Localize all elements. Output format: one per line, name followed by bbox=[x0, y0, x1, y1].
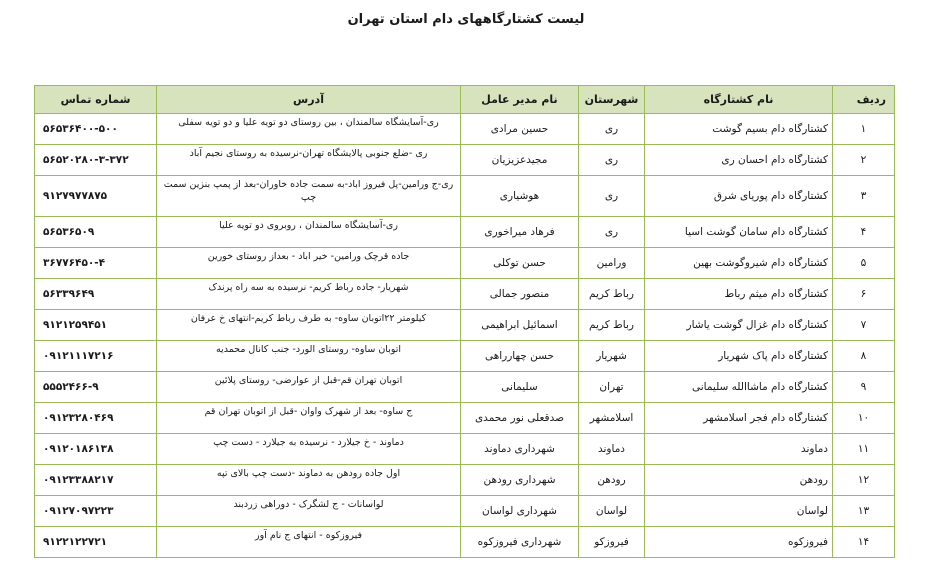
cell-phone: ۰۹۱۲۳۳۸۸۲۱۷ bbox=[35, 465, 157, 496]
cell-address: اتوبان تهران قم-قبل از عوارضی- روستای پلائین bbox=[157, 372, 461, 403]
header-row bbox=[35, 86, 895, 114]
header-index: ردیف bbox=[833, 86, 895, 114]
cell-city: فیروزکو bbox=[579, 527, 645, 558]
cell-address: دماوند - خ جیلارد - نرسیده به جیلارد - دست چپ bbox=[157, 434, 461, 465]
table-body bbox=[35, 114, 895, 558]
cell-address: ری -ضلع جنوبی پالایشگاه تهران-نرسیده به روستای نجیم آباد bbox=[157, 145, 461, 176]
cell-phone: ۵۶۳۳۹۶۴۹ bbox=[35, 279, 157, 310]
table-row bbox=[35, 372, 895, 403]
cell-address: جاده قرچک ورامین- خیر اباد - بعداز روستای خورین bbox=[157, 248, 461, 279]
cell-phone: ۰۹۱۲۰۱۸۶۱۳۸ bbox=[35, 434, 157, 465]
cell-phone: ۰۹۱۲۳۲۸۰۴۶۹ bbox=[35, 403, 157, 434]
cell-name: دماوند bbox=[645, 434, 833, 465]
cell-index: ۱ bbox=[833, 114, 895, 145]
header-city: شهرستان bbox=[579, 86, 645, 114]
cell-manager: شهرداری فیروزکوه bbox=[461, 527, 579, 558]
cell-phone: ۵۶۵۳۶۵۰۹ bbox=[35, 217, 157, 248]
cell-address: ری-آسایشگاه سالمندان ، بین روستای دو تویه علیا و دو تویه سفلی bbox=[157, 114, 461, 145]
cell-city: اسلامشهر bbox=[579, 403, 645, 434]
cell-name: کشتارگاه دام ماشاالله سلیمانی bbox=[645, 372, 833, 403]
cell-index: ۹ bbox=[833, 372, 895, 403]
cell-city: رباط کریم bbox=[579, 279, 645, 310]
table-row bbox=[35, 279, 895, 310]
table-row bbox=[35, 527, 895, 558]
cell-phone: ۹۱۲۲۱۲۲۷۲۱ bbox=[35, 527, 157, 558]
cell-index: ۱۳ bbox=[833, 496, 895, 527]
cell-phone: ۰۹۱۲۱۱۱۷۲۱۶ bbox=[35, 341, 157, 372]
cell-manager: شهرداری رودهن bbox=[461, 465, 579, 496]
table-row bbox=[35, 114, 895, 145]
cell-manager: صدقعلی نور محمدی bbox=[461, 403, 579, 434]
cell-city: ری bbox=[579, 145, 645, 176]
page-title: لیست کشتارگاههای دام استان تهران bbox=[347, 12, 585, 27]
cell-index: ۵ bbox=[833, 248, 895, 279]
cell-city: شهریار bbox=[579, 341, 645, 372]
cell-address: ری-آسایشگاه سالمندان ، روبروی دو تویه علیا bbox=[157, 217, 461, 248]
cell-manager: مجیدعزیزیان bbox=[461, 145, 579, 176]
cell-address: لواسانات - ج لشگرک - دوراهی زردبند bbox=[157, 496, 461, 527]
cell-index: ۱۰ bbox=[833, 403, 895, 434]
cell-phone: ۹۱۲۱۲۵۹۴۵۱ bbox=[35, 310, 157, 341]
cell-name: کشتارگاه دام بسیم گوشت bbox=[645, 114, 833, 145]
cell-manager: حسن توکلی bbox=[461, 248, 579, 279]
cell-address: اتوبان ساوه- روستای الورد- جنب کانال محمدیه bbox=[157, 341, 461, 372]
table-row bbox=[35, 496, 895, 527]
header-phone: شماره تماس bbox=[35, 86, 157, 114]
header-manager: نام مدیر عامل bbox=[461, 86, 579, 114]
table-row bbox=[35, 145, 895, 176]
cell-address: کیلومتر ۲۲اتوبان ساوه- به طرف رباط کریم-انتهای خ عرفان bbox=[157, 310, 461, 341]
cell-manager: سلیمانی bbox=[461, 372, 579, 403]
table-row bbox=[35, 217, 895, 248]
cell-index: ۲ bbox=[833, 145, 895, 176]
cell-city: ری bbox=[579, 217, 645, 248]
table-row bbox=[35, 341, 895, 372]
cell-phone: ۵۶۵۲۰۲۸۰-۳-۳۷۲ bbox=[35, 145, 157, 176]
cell-city: ری bbox=[579, 114, 645, 145]
cell-name: کشتارگاه دام سامان گوشت اسیا bbox=[645, 217, 833, 248]
cell-phone: ۰۹۱۲۷۰۹۷۲۲۳ bbox=[35, 496, 157, 527]
table-row bbox=[35, 403, 895, 434]
cell-address: اول جاده رودهن به دماوند -دست چپ بالای تپه bbox=[157, 465, 461, 496]
cell-name: فیروزکوه bbox=[645, 527, 833, 558]
table-row bbox=[35, 434, 895, 465]
cell-index: ۱۲ bbox=[833, 465, 895, 496]
cell-index: ۱۴ bbox=[833, 527, 895, 558]
cell-name: کشتارگاه دام پوریای شرق bbox=[645, 176, 833, 217]
cell-name: کشتارگاه دام شیروگوشت بهین bbox=[645, 248, 833, 279]
table-row bbox=[35, 465, 895, 496]
cell-name: کشتارگاه دام فجر اسلامشهر bbox=[645, 403, 833, 434]
cell-phone: ۵۵۵۲۴۶۶-۹ bbox=[35, 372, 157, 403]
cell-address: ری-ج ورامین-پل فیروز اباد-به سمت جاده خاوران-بعد از پمپ بنزین سمت چپ bbox=[157, 176, 461, 217]
cell-manager: اسمائیل ابراهیمی bbox=[461, 310, 579, 341]
header-address: آدرس bbox=[157, 86, 461, 114]
cell-city: رودهن bbox=[579, 465, 645, 496]
cell-manager: شهرداری لواسان bbox=[461, 496, 579, 527]
cell-manager: فرهاد میراخوری bbox=[461, 217, 579, 248]
cell-city: لواسان bbox=[579, 496, 645, 527]
cell-name: کشتارگاه دام احسان ری bbox=[645, 145, 833, 176]
cell-manager: شهرداری دماوند bbox=[461, 434, 579, 465]
table-row bbox=[35, 248, 895, 279]
cell-manager: حسین مرادی bbox=[461, 114, 579, 145]
cell-address: ج ساوه- بعد از شهرک واوان -قبل از اتوبان تهران قم bbox=[157, 403, 461, 434]
cell-city: تهران bbox=[579, 372, 645, 403]
cell-city: رباط کریم bbox=[579, 310, 645, 341]
cell-manager: حسن چهارراهی bbox=[461, 341, 579, 372]
cell-index: ۴ bbox=[833, 217, 895, 248]
cell-city: ری bbox=[579, 176, 645, 217]
slaughterhouse-table bbox=[34, 85, 895, 558]
cell-name: کشتارگاه دام پاک شهریار bbox=[645, 341, 833, 372]
cell-phone: ۳۶۷۷۶۴۵۰-۴ bbox=[35, 248, 157, 279]
cell-phone: ۵۶۵۳۶۴۰۰-۵۰۰ bbox=[35, 114, 157, 145]
cell-manager: منصور جمالی bbox=[461, 279, 579, 310]
table-row bbox=[35, 176, 895, 217]
cell-name: کشتارگاه دام غزال گوشت یاشار bbox=[645, 310, 833, 341]
cell-name: لواسان bbox=[645, 496, 833, 527]
cell-address: شهریار- جاده رباط کریم- نرسیده به سه راه پرندک bbox=[157, 279, 461, 310]
cell-index: ۱۱ bbox=[833, 434, 895, 465]
cell-index: ۳ bbox=[833, 176, 895, 217]
cell-city: دماوند bbox=[579, 434, 645, 465]
cell-index: ۸ bbox=[833, 341, 895, 372]
cell-address: فیروزکوه - انتهای ج نام آور bbox=[157, 527, 461, 558]
cell-phone: ۹۱۲۷۹۷۷۸۷۵ bbox=[35, 176, 157, 217]
table-row bbox=[35, 310, 895, 341]
cell-name: کشتارگاه دام میثم رباط bbox=[645, 279, 833, 310]
cell-name: رودهن bbox=[645, 465, 833, 496]
cell-city: ورامین bbox=[579, 248, 645, 279]
cell-index: ۶ bbox=[833, 279, 895, 310]
cell-index: ۷ bbox=[833, 310, 895, 341]
cell-manager: هوشیاری bbox=[461, 176, 579, 217]
header-name: نام کشتارگاه bbox=[645, 86, 833, 114]
